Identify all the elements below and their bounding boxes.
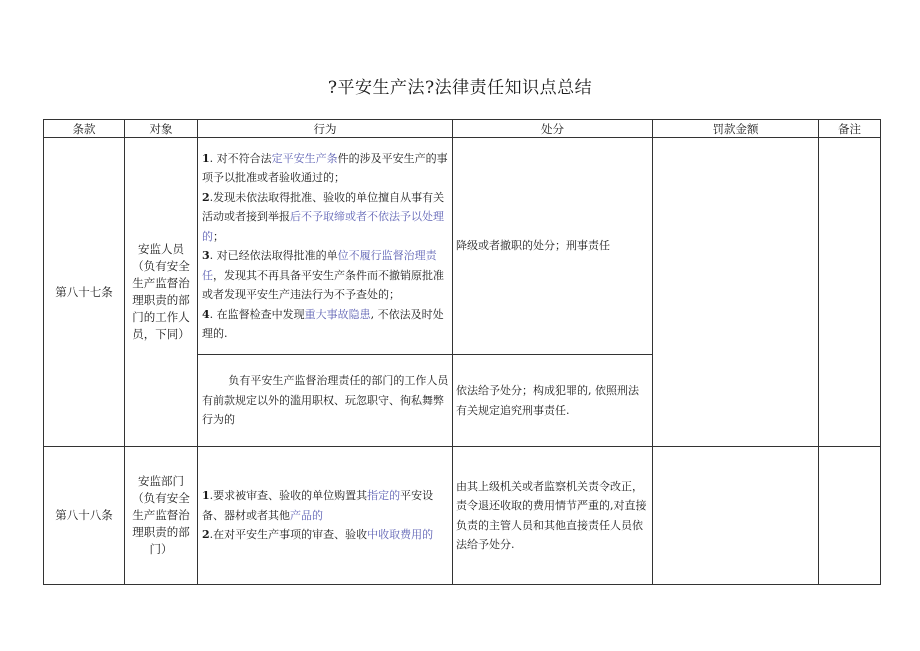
object-88: 安监部门（负有安全生产监督治理职责的部门） xyxy=(125,447,198,585)
header-remark: 备注 xyxy=(819,120,881,138)
page-title: ?平安生产法?法律责任知识点总结 xyxy=(327,78,593,98)
clause-88: 第八十八条 xyxy=(44,447,125,585)
clause-87: 第八十七条 xyxy=(44,138,125,447)
penalty-87-1: 降级或者撤职的处分；刑事责任 xyxy=(453,138,653,355)
table-header-row xyxy=(44,120,881,138)
table-row xyxy=(44,447,881,585)
fine-88 xyxy=(653,447,819,585)
action-87-2: 负有平安生产监督治理责任的部门的工作人员有前款规定以外的滥用职权、玩忽职守、徇私舞弊行为的 xyxy=(198,355,453,447)
header-penalty: 处分 xyxy=(453,120,653,138)
remark-87 xyxy=(819,138,881,447)
fine-87 xyxy=(653,138,819,447)
action-item: 1. 对不符合法定平安生产条件的涉及平安生产的事项予以批准或者验收通过的； xyxy=(202,151,448,184)
action-item: 3. 对已经依法取得批准的单位不履行监督治理责任，发现其不再具备平安生产条件而不撤销原批准或者发现平安生产违法行为不予查处的； xyxy=(202,249,444,301)
table-row xyxy=(44,138,881,355)
header-clause: 条款 xyxy=(44,120,125,138)
liability-table xyxy=(43,119,881,585)
header-fine: 罚款金额 xyxy=(653,120,819,138)
action-87-list xyxy=(198,138,453,355)
penalty-87-2: 依法给予处分；构成犯罪的, 依照刑法有关规定追究刑事责任. xyxy=(453,355,653,447)
penalty-88: 由其上级机关或者监察机关责令改正，责令退还收取的费用情节严重的,对直接负责的主管人员和其他直接责任人员依法给予处分. xyxy=(453,447,653,585)
action-item: 1.要求被审查、验收的单位购置其指定的平安设备、器材或者其他产品的 xyxy=(202,489,434,522)
header-action: 行为 xyxy=(198,120,453,138)
action-item: 2.在对平安生产事项的审查、验收中收取费用的 xyxy=(202,528,434,542)
object-87: 安监人员（负有安全生产监督治理职责的部门的工作人员，下同） xyxy=(125,138,198,447)
remark-88 xyxy=(819,447,881,585)
header-object: 对象 xyxy=(125,120,198,138)
action-item: 4. 在监督检查中发现重大事故隐患, 不依法及时处理的. xyxy=(202,307,444,340)
action-item: 2.发现未依法取得批准、验收的单位擅自从事有关活动或者接到举报后不予取缔或者不依法予以处理的； xyxy=(202,190,445,243)
action-88-list xyxy=(198,447,453,585)
